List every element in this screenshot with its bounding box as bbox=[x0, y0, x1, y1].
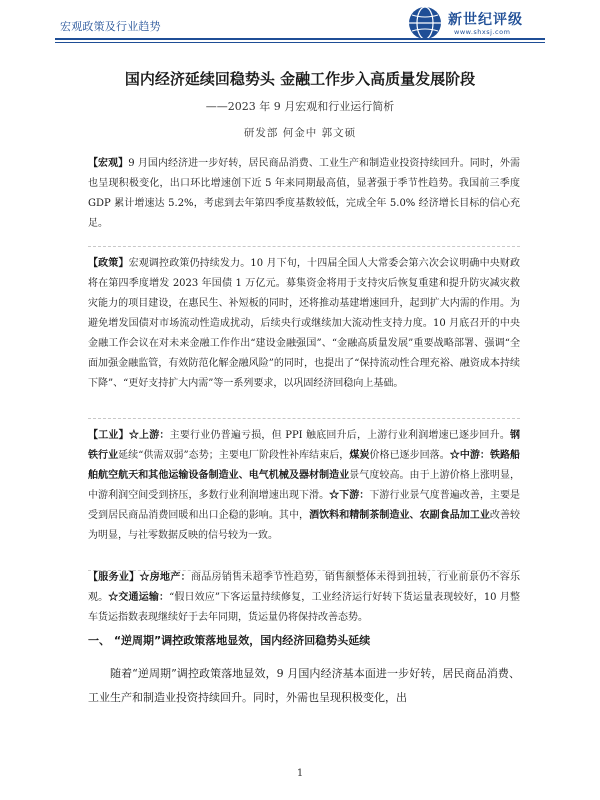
real-estate-label: ☆房地产： bbox=[139, 572, 191, 583]
services-tag: 【服务业】 bbox=[88, 572, 140, 583]
transport-text: “假日效应”下客运量持续修复，工业经济运行好转下货运量表现较好，10 月整车货运指数表现继续好于去年同期，货运量仍将保持改善态势。 bbox=[88, 592, 520, 623]
policy-text: 宏观调控政策仍持续发力。10 月下旬，十四届全国人大常委会第六次会议明确中央财政将在第四季度增发 2023 年国债 1 万亿元。募集资金将用于支持灾后恢复重建和提升防灾减灾救灾能力的项目建设，在惠民生、补短板的同时，还将推动基建增速回升，起到扩大内需的作用。为避免增发国债对市场流动性造成扰动，后续央行或继续加大流动性支持力度。10 月底召开的中央金融工作会议在对未来金融工作作出“建设金融强国”、“金融高质量发展”重要战略部署、强调“全面加强金融监管，有效防范化解金融风险”的同时，也提出了“保持流动性合理充裕、融资成本持续下降”、“更好支持扩大内需”等一系列要求，以巩固经济回稳向上基础。 bbox=[88, 258, 521, 389]
upstream-text-2: 延续“供需双弱”态势；主要电厂阶段性补库结束后， bbox=[118, 450, 350, 461]
summary-industry bbox=[88, 426, 520, 546]
midstream-sectors: 铁路船舶航空航天和其他运输设备制造业、电气机械及器材制造业 bbox=[88, 450, 521, 481]
globe-logo-icon bbox=[408, 6, 442, 40]
document-subtitle: ——2023 年 9 月宏观和行业运行简析 bbox=[205, 100, 395, 113]
upstream-label: ☆上游： bbox=[128, 430, 170, 441]
logo-website: www.shxsj.com bbox=[454, 28, 511, 36]
document-title: 国内经济延续回稳势头 金融工作步入高质量发展阶段 bbox=[124, 70, 476, 88]
summary-macro bbox=[88, 154, 520, 234]
header-rule-thin bbox=[55, 42, 545, 43]
downstream-text-2: 改善较为明显，与社零数据反映的信号较为一致。 bbox=[88, 510, 521, 541]
downstream-label: ☆下游： bbox=[329, 490, 370, 501]
header-section-label: 宏观政策及行业趋势 bbox=[60, 20, 161, 33]
page-number: 1 bbox=[296, 768, 304, 779]
real-estate-text: 商品房销售未超季节性趋势，销售额整体未得到扭转，行业前景仍不容乐观。 bbox=[88, 572, 521, 603]
section-body: 随着“逆周期”调控政策落地显效，9 月国内经济基本面进一步好转，居民商品消费、工业生产和制造业投资持续回升。同时，外需也呈现积极变化，出 bbox=[88, 667, 520, 704]
midstream-label: ☆中游： bbox=[449, 450, 490, 461]
divider bbox=[88, 246, 520, 247]
summary-services bbox=[88, 568, 520, 628]
midstream-text: 景气度较高。由于上游价格上涨明显，中游利润空间受到挤压，多数行业利润增速出现下滑。 bbox=[88, 470, 521, 501]
downstream-sectors: 酒饮料和精制茶制造业、农副食品加工业 bbox=[309, 510, 490, 521]
policy-tag: 【政策】 bbox=[88, 258, 129, 269]
company-logo bbox=[408, 4, 548, 42]
industry-tag: 【工业】 bbox=[88, 430, 129, 441]
upstream-text: 主要行业仍普遍亏损，但 PPI 触底回升后，上游行业利润增速已逐步回升。 bbox=[169, 430, 511, 441]
transport-label: ☆交通运输： bbox=[108, 592, 170, 603]
upstream-text-3: 价格已逐步回落。 bbox=[369, 450, 450, 461]
logo-chinese-name: 新世纪评级 bbox=[448, 12, 523, 28]
downstream-text: 下游行业景气度普遍改善，主要是受到居民商品消费回暖和出口企稳的影响。其中， bbox=[88, 490, 521, 521]
header-rule bbox=[55, 38, 545, 40]
macro-text: 9 月国内经济进一步好转，居民商品消费、工业生产和制造业投资持续回升。同时，外需也呈现积极变化，出口环比增速创下近 5 年来同期最高值，显著强于季节性趋势。我国前三季度 GDP 累计增速达 5.2%，考虑到去年第四季度基数较低，完成全年 5.0% 经济增长目标的信心充足。 bbox=[88, 158, 520, 229]
coal-label: 煤炭 bbox=[349, 450, 370, 461]
macro-tag: 【宏观】 bbox=[88, 158, 129, 169]
section-heading: 一、 “逆周期”调控政策落地显效，国内经济回稳势头延续 bbox=[88, 634, 371, 647]
summary-policy bbox=[88, 254, 520, 394]
steel-industry-label: 钢铁行业 bbox=[88, 430, 521, 461]
document-authors: 研发部 何金中 郭文硕 bbox=[243, 127, 357, 139]
divider bbox=[88, 418, 520, 419]
